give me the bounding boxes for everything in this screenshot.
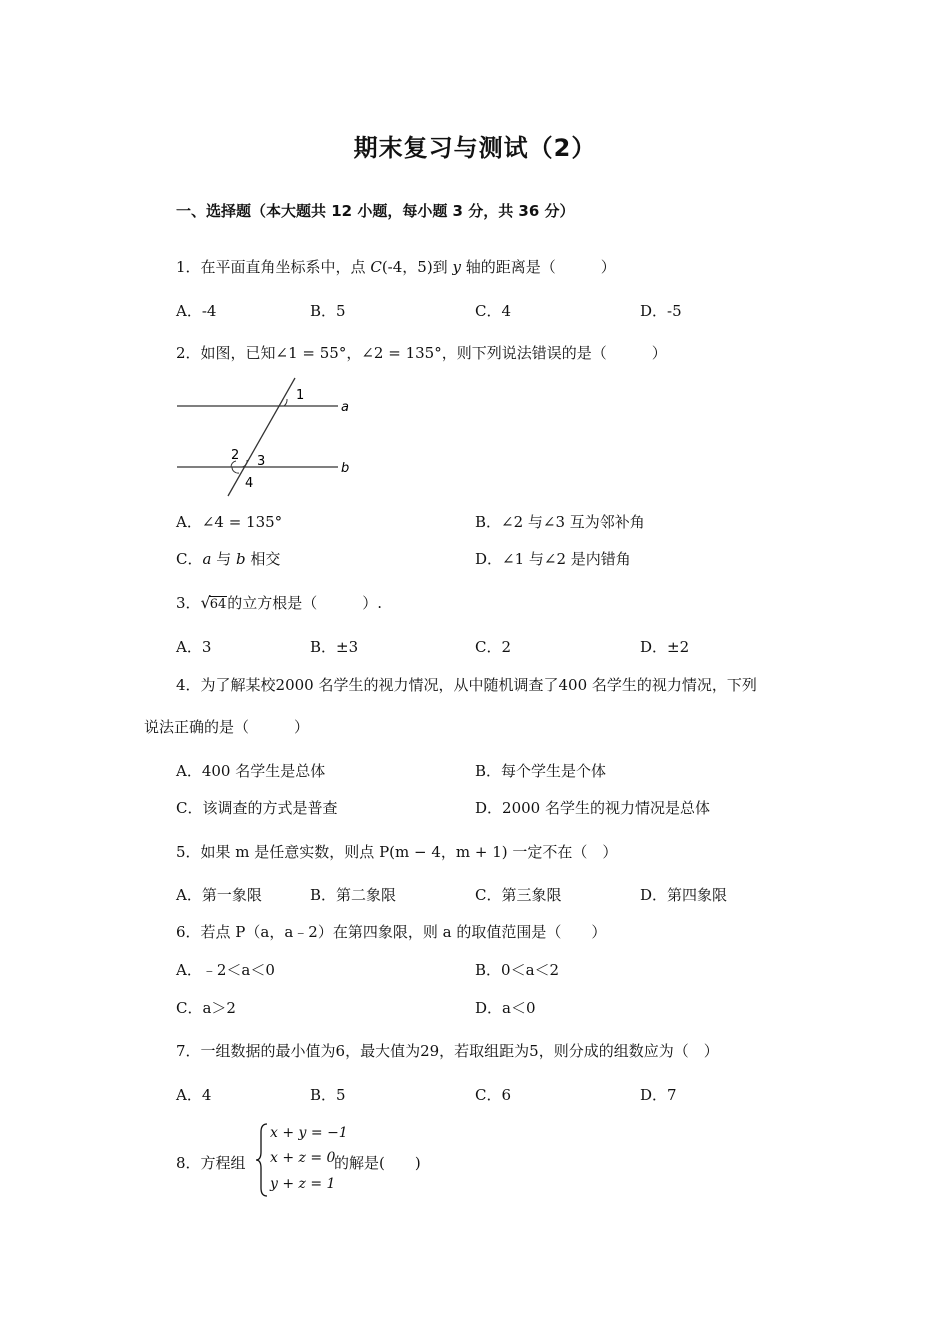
q3-text-pre: 3． (176, 594, 201, 612)
q3-radicand: 64 (209, 597, 227, 612)
q3-text-post: 的立方根是（ ）. (227, 594, 383, 612)
question-6: 6．若点 P（a，a﹣2）在第四象限，则 a 的取值范围是（ ） (176, 923, 607, 941)
q1-text-post: 轴的距离是（ ） (460, 258, 616, 276)
angle-3-arc (242, 460, 247, 467)
system-brace (255, 1122, 269, 1198)
q5-option-d: D．第四象限 (640, 886, 728, 904)
q1-axis: y (452, 258, 461, 276)
q2-option-c (176, 548, 280, 569)
question-2: 2．如图，已知∠1 = 55°，∠2 = 135°，则下列说法错误的是（ ） (176, 344, 667, 362)
q7-option-a: A．4 (176, 1086, 212, 1104)
angle-4-arc (232, 467, 239, 473)
label-angle-1: 1 (296, 388, 305, 403)
q4-option-a: A．400 名学生是总体 (176, 762, 326, 780)
q3-option-b: B．±3 (310, 638, 359, 656)
q2-option-b: B．∠2 与∠3 互为邻补角 (475, 513, 645, 531)
equation-2: x + z = 0 (270, 1150, 336, 1166)
label-angle-4: 4 (245, 476, 254, 491)
q6-option-b: B．0＜a＜2 (475, 961, 560, 979)
q1-option-c: C．4 (475, 302, 512, 320)
q2-option-c-mid: 与 (211, 550, 236, 568)
q7-option-d: D．7 (640, 1086, 677, 1104)
q3-option-c: C．2 (475, 638, 512, 656)
equation-1: x + y = −1 (270, 1125, 348, 1141)
q1-option-a: A．-4 (176, 302, 217, 320)
q7-option-c: C．6 (475, 1086, 512, 1104)
q3-option-d: D．±2 (640, 638, 690, 656)
question-8-suffix: 的解是( ) (334, 1154, 421, 1172)
label-angle-2: 2 (231, 448, 240, 463)
question-5: 5．如果 m 是任意实数，则点 P(m − 4，m + 1) 一定不在（ ） (176, 843, 618, 861)
q2-option-d: D．∠1 与∠2 是内错角 (475, 550, 631, 568)
question-4-line-2: 说法正确的是（ ） (144, 718, 310, 736)
q7-option-b: B．5 (310, 1086, 346, 1104)
section-heading: 一、选择题（本大题共 12 小题，每小题 3 分，共 36 分） (176, 202, 575, 220)
label-line-b: b (341, 461, 350, 476)
equation-3: y + z = 1 (270, 1176, 336, 1192)
question-3 (176, 592, 382, 613)
q5-option-a: A．第一象限 (176, 886, 262, 904)
q6-option-a: A．﹣2＜a＜0 (176, 961, 275, 979)
q2-option-a: A．∠4 = 135° (176, 513, 283, 531)
q2-option-c-post: 相交 (245, 550, 281, 568)
q1-coords: (-4，5)到 (381, 258, 453, 276)
q4-option-c: C．该调查的方式是普查 (176, 799, 338, 817)
q5-option-b: B．第二象限 (310, 886, 397, 904)
page-title: 期末复习与测试（2） (353, 134, 597, 162)
q4-option-d: D．2000 名学生的视力情况是总体 (475, 799, 710, 817)
radical-sign: √ (200, 593, 211, 612)
label-angle-3: 3 (257, 454, 266, 469)
q1-text-pre: 1．在平面直角坐标系中，点 (176, 258, 371, 276)
q2-option-c-prefix: C． (176, 550, 203, 568)
angle-1-arc (284, 399, 287, 406)
q3-option-a: A．3 (176, 638, 212, 656)
label-line-a: a (341, 400, 349, 415)
question-4-line-1: 4．为了解某校2000 名学生的视力情况，从中随机调查了400 名学生的视力情况，下列 (176, 676, 757, 694)
question-8-prefix: 8．方程组 (176, 1154, 246, 1172)
q4-option-b: B．每个学生是个体 (475, 762, 607, 780)
q1-point: C (370, 258, 382, 276)
q6-option-c: C．a＞2 (176, 999, 236, 1017)
transversal (228, 378, 295, 496)
question-1 (176, 256, 616, 277)
q2-option-c-b: b (235, 550, 246, 568)
q1-option-b: B．5 (310, 302, 346, 320)
parallel-lines-figure (170, 372, 360, 500)
q5-option-c: C．第三象限 (475, 886, 562, 904)
q6-option-d: D．a＜0 (475, 999, 536, 1017)
question-7: 7．一组数据的最小值为6，最大值为29，若取组距为5，则分成的组数应为（ ） (176, 1042, 719, 1060)
q1-option-d: D．-5 (640, 302, 682, 320)
q2-option-c-a: a (202, 550, 212, 568)
